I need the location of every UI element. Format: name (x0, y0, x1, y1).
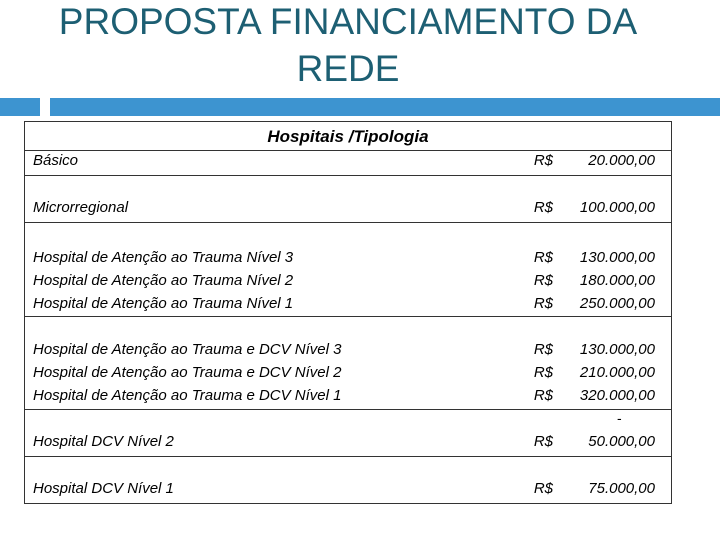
table-row (24, 316, 672, 410)
currency-symbol: R$ (533, 364, 553, 381)
amount-value: 75.000,00 (588, 480, 655, 497)
table-row (24, 456, 672, 504)
currency-symbol: R$ (533, 480, 553, 497)
amount-value: 180.000,00 (579, 272, 655, 289)
hospital-type-label: Hospital de Atenção ao Trauma Nível 3 (33, 249, 294, 266)
amount-value: 210.000,00 (579, 364, 655, 381)
currency-symbol: R$ (533, 199, 553, 216)
table-header: Hospitais /Tipologia (24, 121, 672, 150)
hospital-type-label: Hospital DCV Nível 2 (33, 433, 174, 450)
table-row (24, 175, 672, 223)
hospital-type-label: Hospital DCV Nível 1 (33, 480, 174, 497)
slide-title-line1: PROPOSTA FINANCIAMENTO DA (58, 1, 638, 42)
amount-value: 320.000,00 (579, 387, 655, 404)
hospital-type-label: Hospital de Atenção ao Trauma Nível 2 (33, 272, 294, 289)
hospital-type-label: Básico (33, 152, 79, 169)
hospital-type-label: Hospital de Atenção ao Trauma e DCV Nível 2 (33, 364, 342, 381)
currency-symbol: R$ (533, 272, 553, 289)
accent-bar-right (50, 98, 720, 116)
hospital-type-label: Hospital de Atenção ao Trauma Nível 1 (33, 295, 294, 312)
amount-value: 20.000,00 (588, 152, 655, 169)
currency-symbol: R$ (533, 387, 553, 404)
currency-symbol: R$ (533, 249, 553, 266)
table-row (24, 409, 672, 457)
slide-title-line2: REDE (296, 48, 400, 89)
currency-symbol: R$ (533, 295, 553, 312)
amount-value: 100.000,00 (579, 199, 655, 216)
currency-symbol: R$ (533, 433, 553, 450)
accent-bar-left (0, 98, 40, 116)
amount-value: 130.000,00 (579, 249, 655, 266)
hospital-type-label: Hospital de Atenção ao Trauma e DCV Nível 1 (33, 387, 342, 404)
table-row (24, 222, 672, 317)
amount-value: 50.000,00 (588, 433, 655, 450)
amount-value: 130.000,00 (579, 341, 655, 358)
currency-symbol: R$ (533, 341, 553, 358)
table-row (24, 150, 672, 176)
hospital-type-label: Hospital de Atenção ao Trauma e DCV Nível 3 (33, 341, 342, 358)
currency-symbol: R$ (533, 152, 553, 169)
dash-mark: - (617, 410, 622, 426)
amount-value: 250.000,00 (579, 295, 655, 312)
hospital-type-label: Microrregional (33, 199, 129, 216)
